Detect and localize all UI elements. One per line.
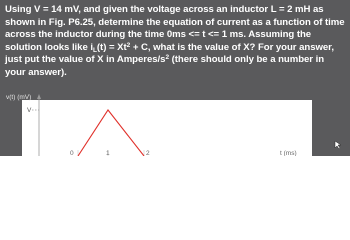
x-axis-label: t (ms) bbox=[280, 150, 297, 156]
y-axis-arrow-icon bbox=[37, 94, 41, 99]
y-tick-label: V bbox=[27, 107, 32, 114]
question-part-2: (t) = Xt bbox=[96, 41, 127, 53]
question-part-3: + C, what is the value of X? For your answer, just put the value of X in Amperes/s bbox=[5, 41, 334, 66]
subscript-L: L bbox=[92, 46, 97, 54]
voltage-figure bbox=[0, 92, 350, 156]
question-text bbox=[5, 4, 347, 80]
question-part-1: Using V = 14 mV, and given the voltage across an inductor L = 2 mH as shown in Fig. P6.25, determine the equation of current as a function of time across the inductor during the time 0ms <= t <= 1 ms. Assuming the solution looks like i bbox=[5, 4, 345, 53]
question-part-4: (there should only be a number in your answer). bbox=[5, 54, 325, 78]
plot-area bbox=[22, 100, 312, 156]
x-tick-label-1: 1 bbox=[106, 150, 110, 156]
superscript-2: 2 bbox=[126, 41, 131, 49]
x-tick-label-0: 0 bbox=[70, 150, 74, 156]
x-tick-label-2: 2 bbox=[146, 150, 150, 156]
y-axis-label: v(t) (mV) bbox=[6, 94, 32, 101]
superscript-2b: 2 bbox=[165, 54, 170, 62]
mouse-cursor-icon bbox=[334, 140, 344, 150]
